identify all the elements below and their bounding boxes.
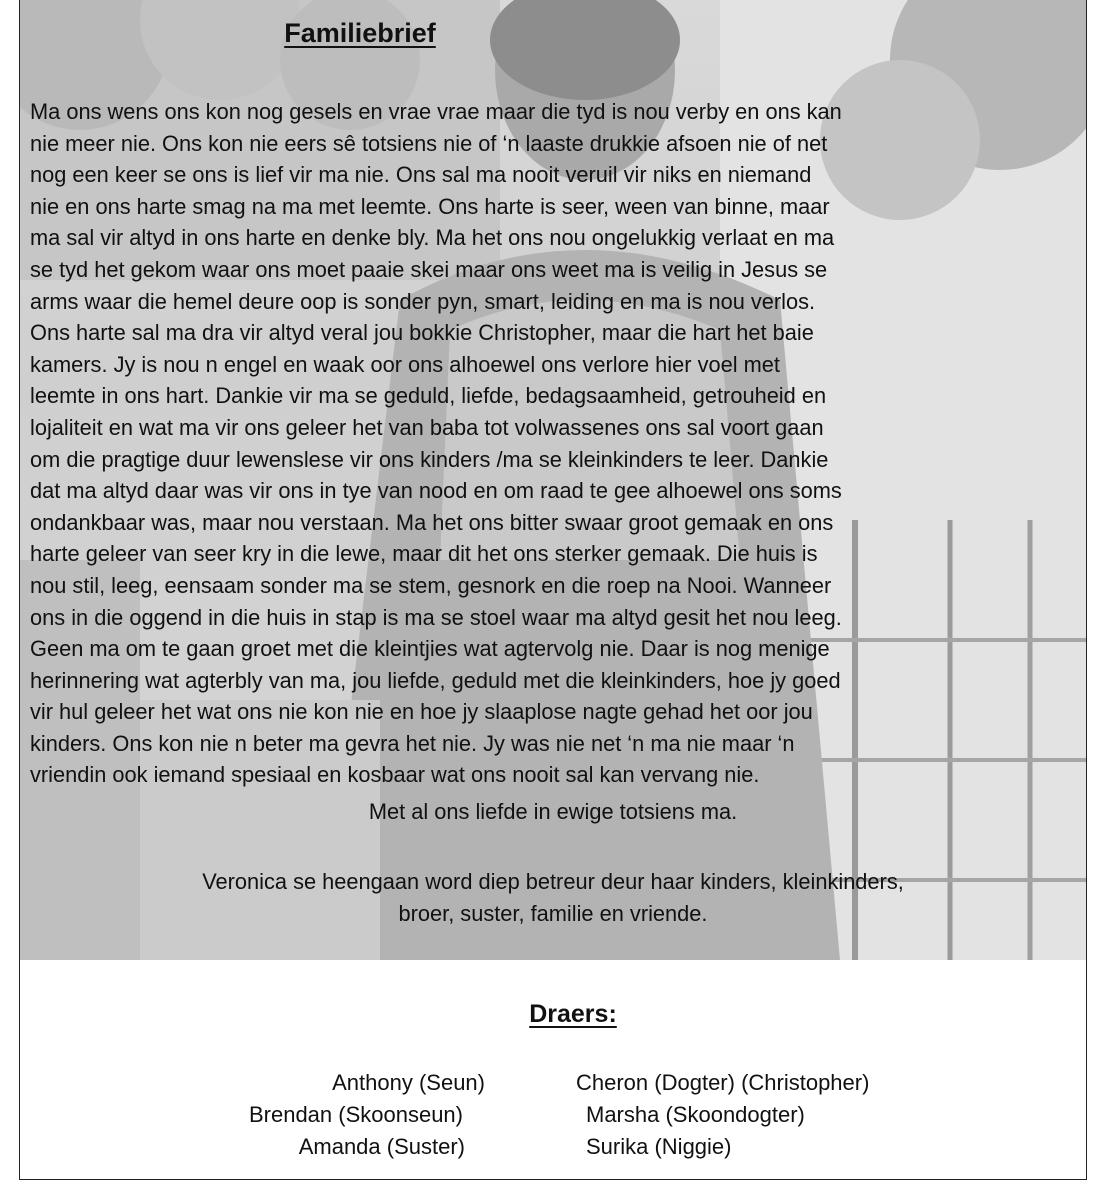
letter-line: se tyd het gekom waar ons moet paaie skei maar ons weet ma is veilig in Jesus se xyxy=(30,256,828,282)
bearer-name: Anthony (Seun) xyxy=(332,1070,485,1095)
letter-line: nou stil, leeg, eensaam sonder ma se stem, gesnork en die roep na Nooi. Wanneer xyxy=(30,572,832,598)
letter-line: ondankbaar was, maar nou verstaan. Ma het ons bitter swaar groot gemaak en ons xyxy=(30,509,834,535)
letter-line: harte geleer van seer kry in die lewe, maar dit het ons sterker gemaak. Die huis is xyxy=(30,541,818,567)
letter-line: kamers. Jy is nou n engel en waak oor ons alhoewel ons verlore hier voel met xyxy=(30,351,780,377)
bearers-title: Draers: xyxy=(529,1000,617,1028)
letter-line: Geen ma om te gaan groet met die kleintjies wat agtervolg nie. Daar is nog menige xyxy=(30,636,830,662)
letter-line: ons in die oggend in die huis in stap is ma se stoel waar ma altyd gesit het nou leeg. xyxy=(30,604,842,630)
memorial-page xyxy=(19,0,1087,1180)
bearer-name: Surika (Niggie) xyxy=(586,1134,732,1159)
letter-line: leemte in ons hart. Dankie vir ma se geduld, liefde, bedagsaamheid, getrouheid en xyxy=(30,383,827,409)
letter-line: om die pragtige duur lewenslese vir ons kinders /ma se kleinkinders te leer. Dankie xyxy=(30,446,829,472)
letter-line: nie en ons harte smag na ma met leemte. Ons harte is seer, ween van binne, maar xyxy=(30,193,830,219)
tribute-text xyxy=(20,866,1086,929)
letter-line: dat ma altyd daar was vir ons in tye van nood en om raad te gee alhoewel ons soms xyxy=(30,478,842,504)
letter-line: vriendin ook iemand spesiaal en kosbaar wat ons nooit sal kan vervang nie. xyxy=(30,762,760,788)
bearer-name: Amanda (Suster) xyxy=(298,1134,465,1159)
bearer-name: Marsha (Skoondogter) xyxy=(586,1102,805,1127)
letter-line: nog een keer se ons is lief vir ma nie. Ons sal ma nooit veruil vir niks en niemand xyxy=(30,162,812,188)
letter-line: Ons harte sal ma dra vir altyd veral jou bokkie Christopher, maar die hart het baie xyxy=(30,320,814,346)
bearer-name: Brendan (Skoonseun) xyxy=(248,1102,463,1127)
bearer-name: Cheron (Dogter) (Christopher) xyxy=(576,1070,870,1095)
letter-line: herinnering wat agterbly van ma, jou liefde, geduld met die kleinkinders, hoe jy goed xyxy=(30,667,841,693)
letter-line: Ma ons wens ons kon nog gesels en vrae vrae maar die tyd is nou verby en ons kan xyxy=(30,99,842,124)
tribute-line: Veronica se heengaan word diep betreur deur haar kinders, kleinkinders, xyxy=(202,869,904,894)
letter-closing: Met al ons liefde in ewige totsiens ma. xyxy=(368,799,738,824)
letter-line: kinders. Ons kon nie n beter ma gevra het nie. Jy was nie net ‘n ma nie maar ‘n xyxy=(30,730,795,756)
letter-line: arms waar die hemel deure oop is sonder pyn, smart, leiding en ma is nou verlos. xyxy=(30,288,816,314)
letter-line: ma sal vir altyd in ons harte en denke bly. Ma het ons nou ongelukkig verlaat en ma xyxy=(30,225,835,251)
letter-body xyxy=(30,96,1078,791)
letter-line: lojaliteit en wat ma vir ons geleer het van baba tot volwassenes ons sal voort gaan xyxy=(30,414,824,440)
letter-line: vir hul geleer het wat ons nie kon nie en hoe jy slaaplose nagte gehad het oor jou xyxy=(30,699,813,725)
tribute-line: broer, suster, familie en vriende. xyxy=(398,900,708,926)
letter-line: nie meer nie. Ons kon nie eers sê totsiens nie of ‘n laaste drukkie afsoen nie of net xyxy=(30,130,828,156)
letter-title: Familiebrief xyxy=(284,18,436,48)
